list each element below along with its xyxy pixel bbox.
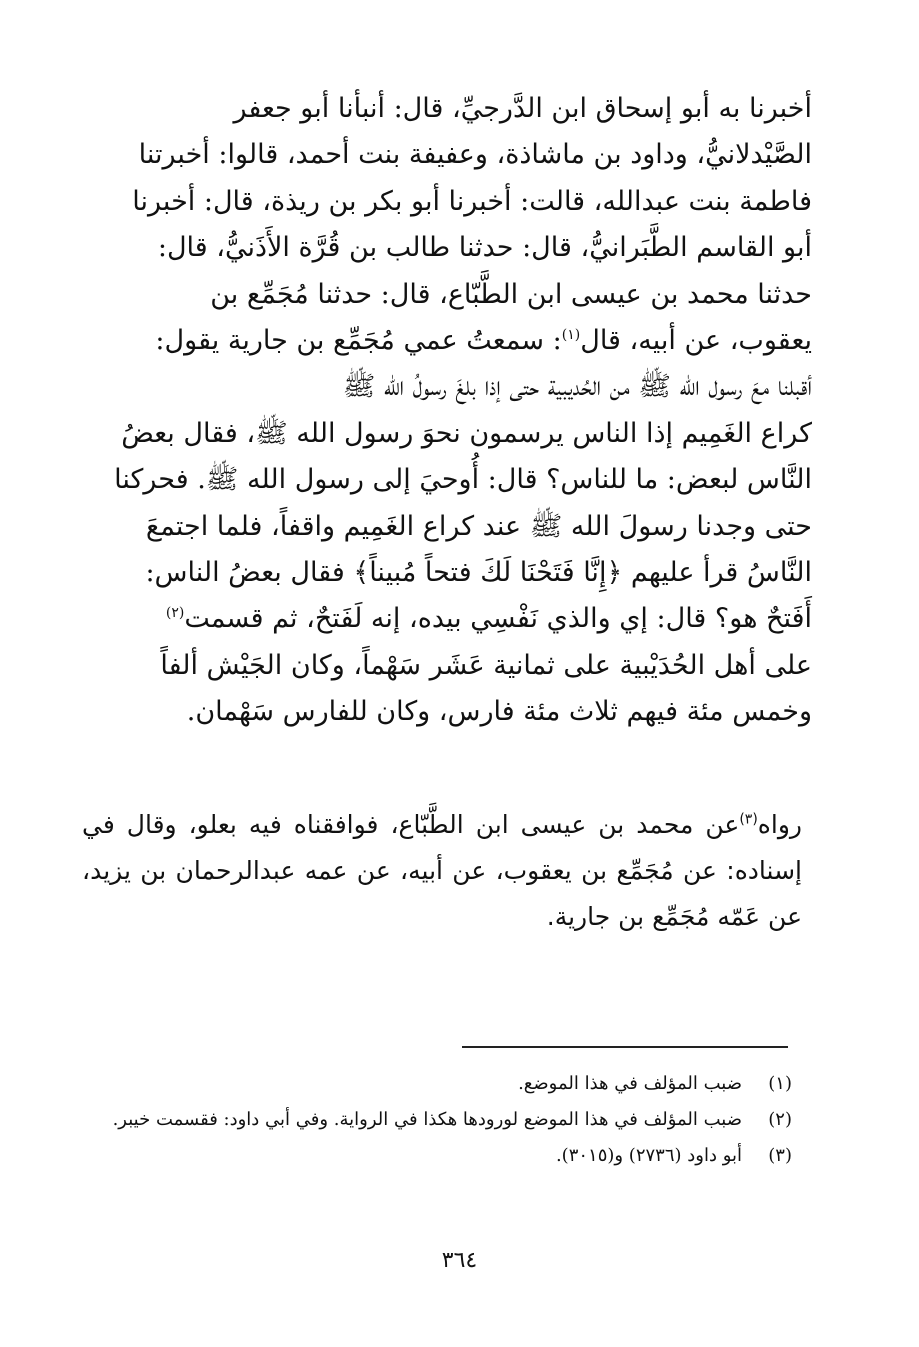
footnote-ref-3: (٣) (739, 811, 758, 828)
footnote (80, 1070, 792, 1098)
attribution-paragraph (82, 802, 802, 940)
text-segment: يعقوب، عن أبيه، قال (580, 325, 812, 357)
text-line (96, 318, 812, 364)
text-block (82, 802, 802, 940)
footnote-text: أبو داود (٢٧٣٦) و(٣٠١٥). (555, 1145, 742, 1166)
text-line: أبو القاسم الطَّبَرانيُّ، قال: حدثنا طالب بن قُرَّة الأَذَنيُّ، قال: (157, 232, 812, 264)
text-line: وخمس مئة فيهم ثلاث مئة فارس، وكان للفارس سَهْمان. (186, 696, 812, 728)
page-number: ٣٦٤ (441, 1248, 478, 1273)
footnote-number: (٣) (768, 1145, 792, 1166)
footnote (80, 1142, 792, 1170)
text-segment: : سمعتُ عمي مُجَمِّع بن جارية يقول: (155, 325, 562, 357)
text-line: الصَّيْدلانيُّ، وداود بن ماشاذة، وعفيفة بنت أحمد، قالوا: أخبرتنا (138, 139, 812, 171)
text-line: أقبلنا معَ رسول الله ﷺ من الحُديبية حتى إذا بلغَ رسولُ الله ﷺ (342, 371, 812, 403)
text-segment: عن محمد بن عيسى ابن الطَّبّاع، فوافقناه فيه بعلو، وقال في إسناده: عن مُجَمِّع بن يعقوب، عن أبيه، عن عمه عبدالرحمان بن يزيد، عن عَمّه مُجَمِّع بن جارية. (82, 810, 802, 931)
text-line: كراع الغَمِيم إذا الناس يرسمون نحوَ رسول الله ﷺ، فقال بعضُ (121, 417, 812, 449)
footnote-ref-1: (١) (561, 327, 581, 344)
text-line: فاطمة بنت عبدالله، قالت: أخبرنا أبو بكر بن ريذة، قال: أخبرنا (132, 185, 812, 217)
footnote (80, 1106, 792, 1134)
text-line (96, 596, 812, 642)
footnote-divider (462, 1046, 788, 1048)
hadith-paragraph (96, 86, 812, 736)
text-line: على أهل الحُدَيْبية على ثمانية عَشَر سَهْماً، وكان الجَيْش ألفاً (160, 649, 812, 681)
footnote-ref-2: (٢) (165, 605, 185, 622)
text-line: النَّاسُ قرأ عليهم ﴿إِنَّا فَتَحْنَا لَكَ فتحاً مُبيناً﴾ فقال بعضُ الناس: (145, 557, 812, 589)
text-line: حتى وجدنا رسولَ الله ﷺ عند كراع الغَمِيم واقفاً، فلما اجتمعَ (145, 510, 812, 542)
footnote-number: (٢) (768, 1109, 792, 1130)
text-line: أخبرنا به أبو إسحاق ابن الدَّرجيِّ، قال: أنبأنا أبو جعفر (233, 93, 812, 124)
text-segment: أَفَتحٌ هو؟ قال: إي والذي نَفْسِي بيده، إنه لَفَتحٌ، ثم قسمت (184, 603, 812, 635)
footnote-number: (١) (768, 1073, 792, 1094)
footnotes (80, 1070, 792, 1178)
text-line: النَّاس لبعض: ما للناس؟ قال: أُوحيَ إلى رسول الله ﷺ. فحركنا (114, 464, 812, 496)
footnote-text: ضبب المؤلف في هذا الموضع لورودها هكذا في الرواية. وفي أبي داود: فقسمت خيبر. (112, 1109, 742, 1130)
text-line: حدثنا محمد بن عيسى ابن الطَّبّاع، قال: حدثنا مُجَمِّع بن (210, 278, 812, 310)
footnote-text: ضبب المؤلف في هذا الموضع. (518, 1073, 742, 1094)
text-segment: رواه (757, 810, 802, 839)
